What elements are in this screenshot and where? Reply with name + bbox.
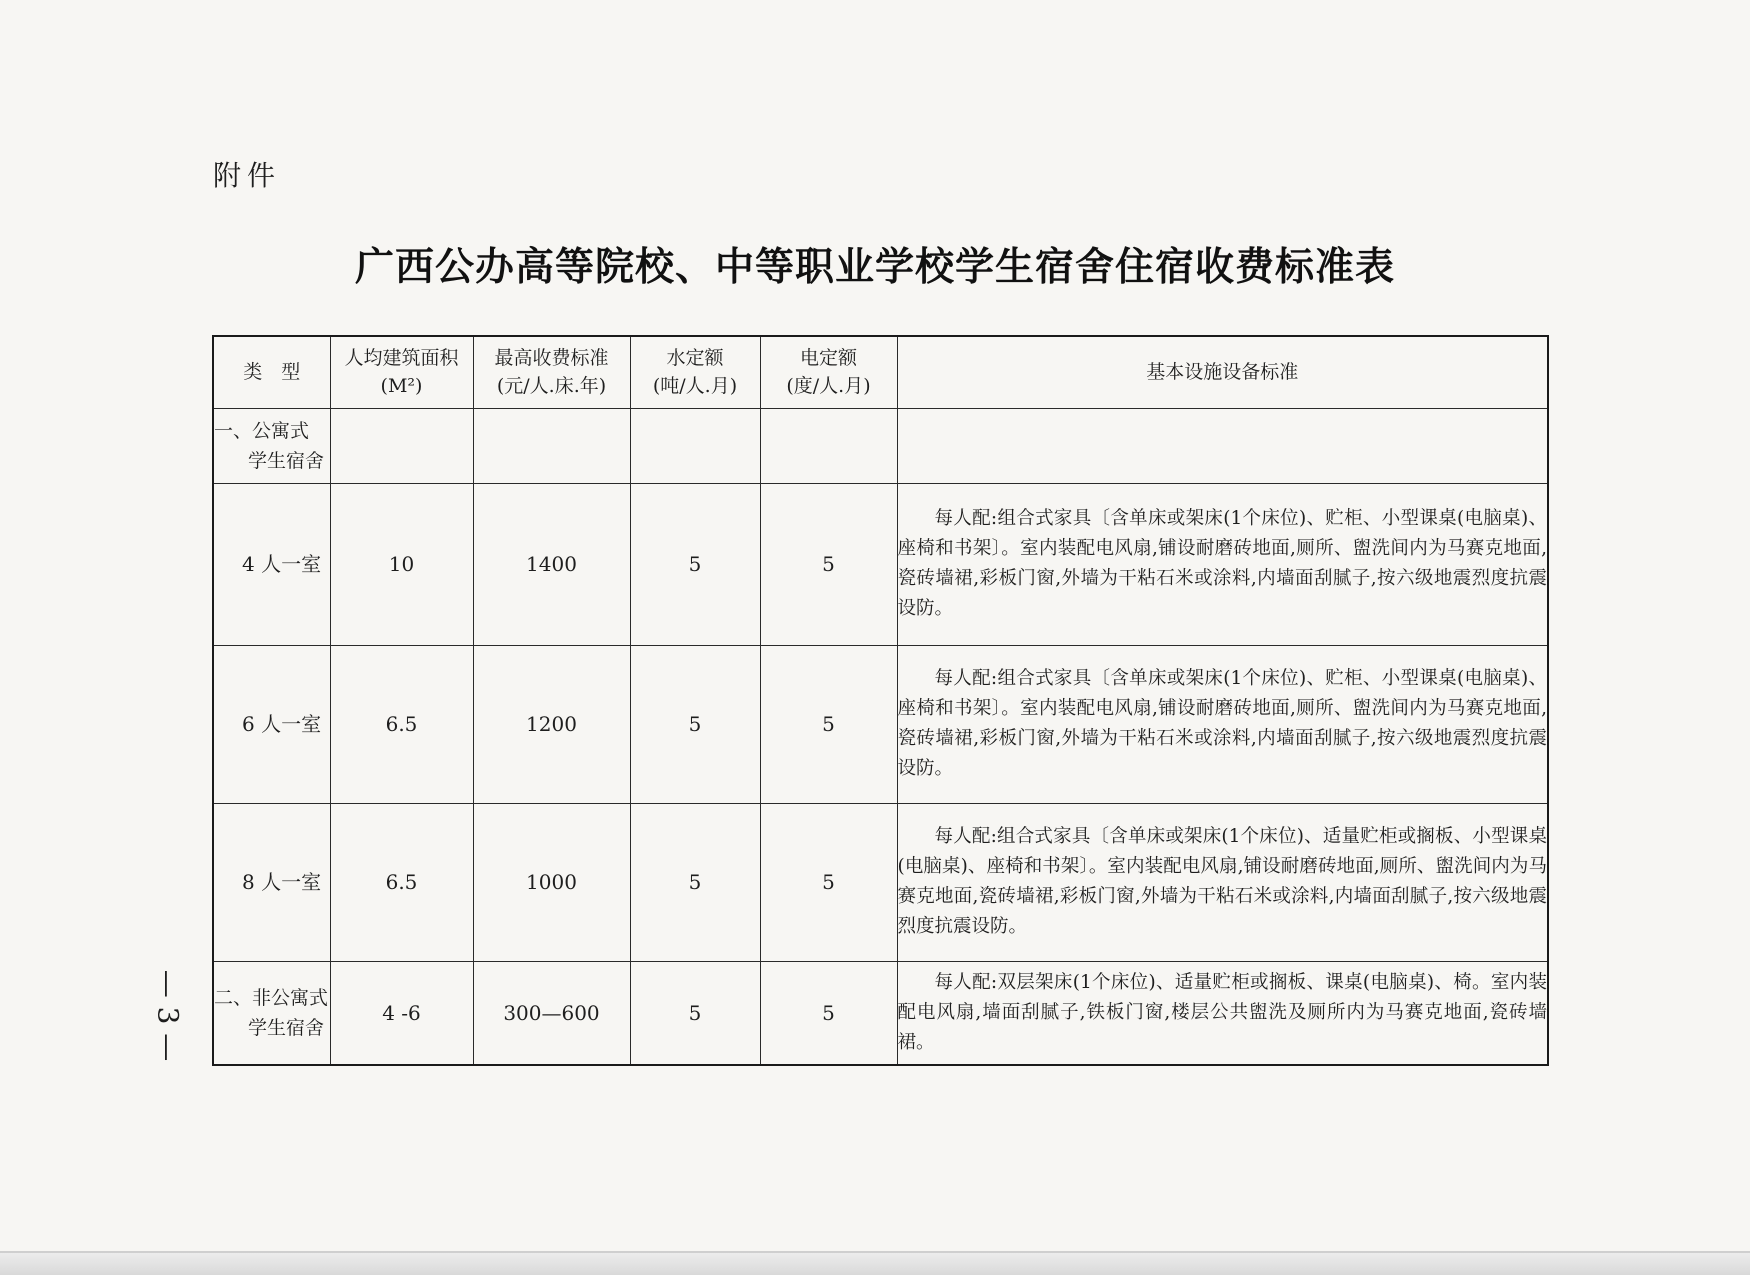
table-header-row [213, 336, 1548, 408]
section-apartment-label: 一、公寓式 学生宿舍 [213, 408, 330, 483]
header-type: 类 型 [213, 336, 330, 408]
room-type: 8 人一室 [213, 803, 330, 961]
fee-value: 1400 [473, 483, 630, 645]
water-value: 5 [630, 483, 760, 645]
electricity-value: 5 [760, 645, 897, 803]
header-equipment: 基本设施设备标准 [897, 336, 1548, 408]
table-row [213, 645, 1548, 803]
room-type: 6 人一室 [213, 645, 330, 803]
header-electricity: 电定额 (度/人.月) [760, 336, 897, 408]
water-value: 5 [630, 961, 760, 1065]
area-value: 10 [330, 483, 473, 645]
header-area: 人均建筑面积 (M²) [330, 336, 473, 408]
room-type: 4 人一室 [213, 483, 330, 645]
water-value: 5 [630, 803, 760, 961]
area-value: 4 -6 [330, 961, 473, 1065]
attachment-label: 附件 [213, 159, 282, 192]
scan-bottom-edge [0, 1251, 1750, 1275]
electricity-value: 5 [760, 483, 897, 645]
equipment-description: 每人配:双层架床(1个床位)、适量贮柜或搁板、课桌(电脑桌)、椅。室内装配电风扇,墙面刮腻子,铁板门窗,楼层公共盥洗及厕所内为马赛克地面,瓷砖墙裙。 [897, 961, 1548, 1065]
electricity-value: 5 [760, 961, 897, 1065]
fee-value: 300—600 [473, 961, 630, 1065]
area-value: 6.5 [330, 645, 473, 803]
fee-standard-table [212, 335, 1549, 1066]
header-fee: 最高收费标准 (元/人.床.年) [473, 336, 630, 408]
area-value: 6.5 [330, 803, 473, 961]
water-value: 5 [630, 645, 760, 803]
equipment-description: 每人配:组合式家具〔含单床或架床(1个床位)、贮柜、小型课桌(电脑桌)、座椅和书架〕。室内装配电风扇,铺设耐磨砖地面,厕所、盥洗间内为马赛克地面,瓷砖墙裙,彩板门窗,外墙为干粘石米或涂料,内墙面刮腻子,按六级地震烈度抗震设防。 [897, 483, 1548, 645]
fee-value: 1000 [473, 803, 630, 961]
equipment-description: 每人配:组合式家具〔含单床或架床(1个床位)、贮柜、小型课桌(电脑桌)、座椅和书架〕。室内装配电风扇,铺设耐磨砖地面,厕所、盥洗间内为马赛克地面,瓷砖墙裙,彩板门窗,外墙为干粘石米或涂料,内墙面刮腻子,按六级地震烈度抗震设防。 [897, 645, 1548, 803]
fee-value: 1200 [473, 645, 630, 803]
page-number: — 3 — [151, 969, 185, 1061]
section-non-apartment-row [213, 961, 1548, 1065]
equipment-description: 每人配:组合式家具〔含单床或架床(1个床位)、适量贮柜或搁板、小型课桌(电脑桌)、座椅和书架〕。室内装配电风扇,铺设耐磨砖地面,厕所、盥洗间内为马赛克地面,瓷砖墙裙,彩板门窗,外墙为干粘石米或涂料,内墙面刮腻子,按六级地震烈度抗震设防。 [897, 803, 1548, 961]
table-row [213, 803, 1548, 961]
table-row [213, 483, 1548, 645]
document-title: 广西公办高等院校、中等职业学校学生宿舍住宿收费标准表 [354, 245, 1395, 290]
electricity-value: 5 [760, 803, 897, 961]
header-water: 水定额 (吨/人.月) [630, 336, 760, 408]
section-apartment-row [213, 408, 1548, 483]
section-non-apartment-label: 二、非公寓式 学生宿舍 [213, 961, 330, 1065]
